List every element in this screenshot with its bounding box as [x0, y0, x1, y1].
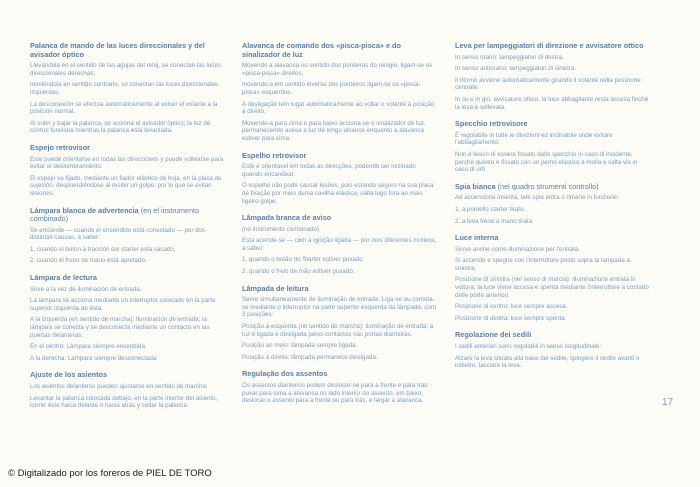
heading-text: Leva per lampeggiatori di direzione e avvisatore ottico: [455, 41, 644, 50]
section-heading: [30, 207, 225, 224]
section-heading: [30, 42, 225, 59]
section: [455, 120, 652, 183]
paragraph: Il ritorno avviene automaticamente girando il volante nella posizione centrale.: [455, 76, 641, 92]
column-portuguese: [242, 42, 438, 414]
paragraph: El espejo va fijado, mediante un fiador elástico de hoja, en la placa de sujeción, desprendiéndose al recibir un golpe; por lo que se evitan lesiones.: [30, 174, 222, 197]
paragraph: La lámpara se acciona mediante un interruptor colocado en la parte superior izquierda de ésta.: [30, 297, 216, 312]
heading-text: Alavanca de comando dos «pisca-pisca» e do sinalizador de luz: [242, 41, 401, 59]
paragraph: Se enciende — cuando el encendido está conectado — por dos distintas causas, a saber:: [30, 226, 206, 242]
heading-text: Lâmpada de leitura: [242, 283, 309, 293]
heading-text: Regulação dos assentos: [242, 369, 328, 379]
paragraph: La desconexión se efectúa automáticamente al volver el volante a la posición normal.: [30, 100, 218, 116]
paragraph: A desligação tem lugar automaticamente ao voltar o volante à posição a direito.: [242, 100, 435, 116]
column-italian: [455, 42, 652, 379]
column-spanish: [30, 42, 225, 419]
heading-text: Specchio retrovisore: [455, 119, 528, 129]
section-heading: [30, 371, 225, 380]
section-heading: [242, 42, 438, 59]
section-heading: [455, 234, 652, 243]
section: [30, 42, 225, 144]
paragraph: Ad accensione inserita, tale spia entra o rimane in funzione:: [455, 194, 619, 202]
paragraph: Movendo a alavanca no sentido dos ponteiros do relógio, ligam-se os «pisca-pisca» direitos;: [242, 62, 433, 77]
heading-text: Ajuste de los asientos: [30, 370, 108, 380]
paragraph: A la derecha: Lámpara siempre desconectada.: [30, 354, 158, 362]
section-gap: [30, 414, 225, 419]
paragraph: moviéndola en sentido contrario, se conectan las luces direccionales izquierdas.: [30, 81, 219, 96]
paragraph: I sedili anteriori sono regolabili in senso longitudinale:: [455, 343, 602, 351]
paragraph: 2. a leva freno a mano tirata.: [455, 217, 534, 225]
section: [30, 207, 225, 275]
section-heading: [455, 42, 652, 51]
heading-note: (nel quadro strumenti controllo): [497, 181, 599, 191]
paragraph: (no instrumento combinado): [242, 225, 320, 233]
paragraph: Posizione di destra: luce sempre spenta.: [455, 314, 567, 322]
paragraph: Posição à esquerda (no sentido de marcha): iluminação de entrada; a luz é ligada e desligada pelos contactos nas portas dianteiras.: [242, 323, 434, 338]
paragraph: 2. cuando el freno de mano está apretado.: [30, 257, 147, 265]
paragraph: Llevándola en el sentido de las agujas del reloj, se conectan las luces direccionales derechas;: [30, 62, 221, 77]
paragraph: Serve simultaneamente de iluminação de entrada. Liga-se ou comuta-se mediante o interruptor na parte superior esquerda da lâmpada, com 3 posições:: [242, 296, 436, 319]
section: [30, 144, 225, 207]
section-gap: [242, 409, 438, 414]
paragraph: Posizione di centro: luce sempre accesa.: [455, 303, 568, 311]
paragraph: 1. a pomello starter tirato,: [455, 205, 526, 213]
section: [30, 274, 225, 371]
paragraph: 1. quando o botão do Starter estiver puxado: [242, 256, 363, 264]
paragraph: Posição ao meio: lâmpada sempre ligada.: [242, 342, 358, 350]
paragraph: A la izquierda (en sentido de marcha): Iluminación de entrada; la lámpara se conecta y se desconecta mediante un contacto en las puertas delanteras.: [30, 316, 210, 339]
section-heading: [455, 331, 652, 340]
heading-text: Lâmpada branca de aviso: [242, 213, 332, 223]
section: [30, 371, 225, 418]
paragraph: In senso orario: lampeggiatori di destra.: [455, 53, 564, 61]
paragraph: Los asientos delanteros pueden ajustarse en sentido de marcha:: [30, 383, 208, 390]
section: [455, 234, 652, 331]
paragraph: Posição à direita: lâmpada permanece desligada.: [242, 353, 378, 361]
paragraph: Esta acende-se — com a ignição ligada — por dois diferentes motivos, a saber:: [242, 237, 437, 252]
paragraph: Alzare la leva situata alla base del sedile, spingere il sedile avanti o indietro, lasciare la leva.: [455, 354, 640, 370]
paragraph: È regolabile in tutte le direzioni ed inclinabile onde evitare l'abbagliamento.: [455, 131, 613, 147]
section: [455, 183, 652, 234]
paragraph: En el centro: Lámpara siempre encendida.: [30, 343, 147, 351]
paragraph: 2. quando o freio de mão estiver puxado.: [242, 268, 355, 276]
section-heading: [30, 274, 225, 283]
section-heading: [455, 120, 652, 129]
section-heading: [242, 285, 438, 294]
paragraph: Si accende e spegne con l'interruttore posto sopra la lampada a sinistra.: [455, 257, 630, 272]
paragraph: Este puede orientarse en todas las direcciones y puede voltearse para evitar el deslumbramiento.: [30, 155, 224, 171]
heading-note: (en el instrumento combinado): [30, 205, 200, 224]
section-heading: [242, 152, 438, 161]
paragraph: Posizione di sinistra (nel senso di marcia): illuminazione entrata in vettura; la luce viene accesa e spenta mediante l'interruttore a contatto delle porte anteriori.: [455, 276, 649, 299]
heading-text: Lámpara blanca de advertencia: [30, 205, 139, 215]
section: [242, 370, 438, 413]
paragraph: O espelho não pode causar lesões, pois estando seguro na sua placa de fixação por meio duma cavilha elástica, salta logo fora ao mais ligeiro golpe.: [242, 182, 434, 205]
section: [455, 42, 652, 120]
heading-text: Espelho retrovisor: [242, 150, 307, 160]
section-gap: [455, 374, 652, 379]
heading-text: Spia bianca: [455, 181, 496, 191]
paragraph: In senso antiorario: lampeggiatori di sinistra.: [455, 65, 577, 73]
section: [242, 152, 438, 215]
paragraph: movendo-a em sentido inverso dos ponteiros ligam-se os «pisca-pisca» esquerdos.: [242, 81, 421, 96]
heading-text: Regolazione dei sedili: [455, 330, 532, 340]
credit-line: © Digitalizado por los foreros de PIEL DE TORO: [8, 468, 212, 479]
paragraph: Este é orientável em todas as direcções, podendo ser inclinado quando encandear.: [242, 163, 416, 178]
section: [455, 331, 652, 378]
section: [242, 214, 438, 285]
section-heading: [455, 183, 652, 192]
section-heading: [242, 370, 438, 379]
paragraph: Levantar la palanca colocada debajo, en la parte interior del asiento, correr éste hacia delante o hacia atrás y soltar la palanca.: [30, 394, 218, 410]
paragraph: Non è lesivo di essere fissato dallo specchio in caso di incidente, perchè questo è fissato con un perno elastico a molla e salta via in caso di urti.: [455, 150, 638, 174]
section: [242, 285, 438, 371]
paragraph: Serve anche come illuminazione per l'entrata.: [455, 245, 580, 253]
section-heading: [30, 144, 225, 153]
paragraph: In su e in giù: avvisatore ottico; la luce abbagliante resta accesa finchè la leva è sollevata.: [455, 95, 649, 111]
paragraph: Al subir y bajar la palanca, se acciona el avisador óptico; la luz de control funciona mientras la palanca está levantada.: [30, 119, 211, 135]
page-number: 17: [662, 397, 674, 408]
heading-text: Palanca de mando de las luces direccionales y del avisador óptico: [30, 41, 205, 59]
paragraph: Sirve a la vez de iluminación de entrada.: [30, 285, 142, 293]
heading-text: Luce interna: [455, 233, 499, 243]
paragraph: Os assentos dianteiros podem deslocar-se para a frente e para trás: puxar para cima a alavanca no lado interior do assento, em baixo, deslocar o assento para a frente ou para trás, e largar a alavanca.: [242, 382, 430, 405]
heading-text: Lámpara de lectura: [30, 273, 97, 283]
paragraph: 1. cuando el botón a tracción del starter está sacado,: [30, 245, 176, 253]
section: [242, 42, 438, 152]
section-heading: [242, 214, 438, 223]
paragraph: Movendo-a para cima e para baixo acciona-se o sinalizador de luz, permanecendo acesa a luz de longo alcance enquanto a alavanca estiver para cima.: [242, 119, 426, 142]
heading-text: Espejo retrovisor: [30, 142, 91, 152]
